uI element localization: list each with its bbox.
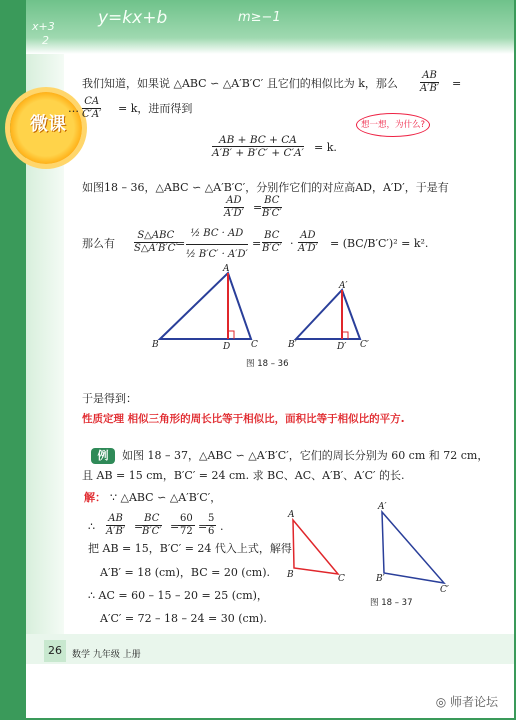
fraction-ad: [224, 195, 244, 220]
frac-num: 60: [180, 513, 193, 524]
example-line-2: 且 AB = 15 cm，B′C′ = 24 cm. 求 BC、AC、A′B′、A′C′ 的长.: [82, 469, 405, 482]
frac-den: ½ B′C′ · A′D′: [186, 249, 248, 260]
frac-num: AB + BC + CA: [212, 134, 304, 147]
label-a2: A′: [339, 281, 348, 291]
ex-label-c2: C′: [440, 585, 449, 595]
ex-label-a2: A′: [378, 502, 387, 512]
watermark-text: 师者论坛: [449, 695, 498, 709]
area-ratio-tail: = (BC/B′C′)² = k².: [330, 237, 429, 250]
think-bubble: 想一想，为什么?: [356, 113, 430, 137]
equals: =: [198, 520, 208, 533]
frac-num: AD: [224, 195, 244, 208]
label-d: D: [223, 342, 231, 352]
handwriting-2: 2: [42, 34, 49, 47]
solution-line-5: ∴ AC = 60 – 15 – 20 = 25 (cm)，: [88, 589, 268, 602]
frac-den: A′D′: [298, 243, 318, 254]
frac-den: A′B′: [106, 526, 126, 537]
frac-den: C′A′: [82, 109, 102, 120]
figure-caption-36: 图 18 – 36: [246, 359, 289, 369]
watermark-logo: ◎ 师者论坛: [435, 695, 498, 709]
fraction-bc2: [262, 230, 282, 255]
equals: =: [253, 201, 263, 214]
line2-pre: …: [68, 102, 79, 115]
ex-label-a: A: [288, 510, 295, 520]
solution-label: 解：: [84, 491, 106, 504]
equals: =: [134, 520, 144, 533]
frac-den: A′B′ + B′C′ + C′A′: [212, 147, 304, 159]
handwriting-3: y=kx+b: [98, 8, 168, 28]
fraction-ad2: [298, 230, 318, 255]
equals: =: [452, 77, 462, 90]
label-c2: C′: [360, 340, 369, 350]
theorem-text: 性质定理 相似三角形的周长比等于相似比，面积比等于相似比的平方.: [82, 413, 405, 425]
sol-frac-5-6: [206, 513, 216, 538]
page-number: 26: [44, 640, 66, 662]
text-line-1: 我们知道，如果说 △ABC ∽ △A′B′C′ 且它们的相似比为 k，那么: [82, 77, 398, 90]
dot: ·: [290, 237, 294, 250]
label-b2: B′: [288, 340, 297, 350]
frac-den: 72: [180, 526, 193, 537]
figure-caption-37: 图 18 – 37: [370, 598, 413, 608]
fraction-half: [186, 224, 248, 261]
solution-line-1: ∵ △ABC ∽ △A′B′C′，: [110, 491, 222, 504]
sol-frac-60-72: [178, 513, 195, 538]
handwriting-1: x+3: [32, 20, 55, 33]
solution-line-4: A′B′ = 18 (cm)，BC = 20 (cm).: [100, 566, 270, 579]
equals: =: [170, 520, 180, 533]
frac-num: AB: [106, 513, 125, 526]
micro-lesson-label[interactable]: 微课: [30, 114, 66, 135]
frac-den: B′C′: [262, 243, 282, 254]
ex-label-b2: B′: [376, 574, 385, 584]
perimeter-eq: = k.: [314, 141, 337, 154]
text-line-3: 如图18 – 36，△ABC ∽ △A′B′C′，分别作它们的对应高AD，A′D′，于是有: [82, 181, 449, 194]
ex-label-c: C: [338, 574, 345, 584]
example-line-1: 如图 18 – 37，△ABC ∽ △A′B′C′，它们的周长分别为 60 cm 和 72 cm，: [122, 449, 489, 462]
handwriting-4: m≥−1: [238, 10, 281, 25]
label-b: B: [152, 340, 159, 350]
fraction-area: [134, 230, 178, 255]
frac-num: AB: [420, 70, 439, 83]
fraction-perimeter: [212, 134, 304, 159]
line2-post: = k，进而得到: [118, 102, 193, 115]
frac-den: 6: [208, 526, 215, 537]
frac-num: S△ABC: [134, 230, 178, 243]
frac-num: 5: [208, 513, 215, 524]
ex-label-b: B: [287, 570, 294, 580]
frac-num: BC: [262, 230, 282, 243]
frac-num: ½ BC · AD: [186, 224, 248, 245]
book-title: 数学 九年级 上册: [72, 650, 141, 660]
frac-den: B′C′: [142, 526, 162, 537]
fraction-bc: [262, 195, 282, 220]
label-c: C: [251, 340, 258, 350]
solution-therefore: ∴: [88, 520, 95, 533]
frac-num: CA: [82, 96, 101, 109]
frac-den: A′D′: [224, 208, 244, 219]
frac-den: B′C′: [262, 208, 282, 219]
frac-num: AD: [298, 230, 318, 243]
period: .: [220, 520, 224, 533]
equals: =: [176, 237, 186, 250]
fraction-ca: [82, 96, 101, 121]
fraction-ab: [420, 70, 439, 95]
result-intro: 于是得到：: [82, 392, 137, 405]
text-line-4: 那么有: [82, 237, 115, 250]
frac-den: S△A′B′C′: [134, 243, 178, 254]
frac-num: BC: [142, 513, 162, 526]
solution-line-3: 把 AB = 15，B′C′ = 24 代入上式，解得: [88, 542, 292, 555]
label-d2: D′: [337, 342, 347, 352]
frac-den: A′B′: [420, 83, 440, 94]
equals: =: [252, 237, 262, 250]
example-tag: 例: [91, 448, 115, 464]
label-a: A: [223, 264, 230, 274]
sol-frac-ab: [106, 513, 125, 538]
sol-frac-bc: [142, 513, 162, 538]
solution-line-6: A′C′ = 72 – 18 – 24 = 30 (cm).: [100, 612, 267, 625]
frac-num: BC: [262, 195, 282, 208]
